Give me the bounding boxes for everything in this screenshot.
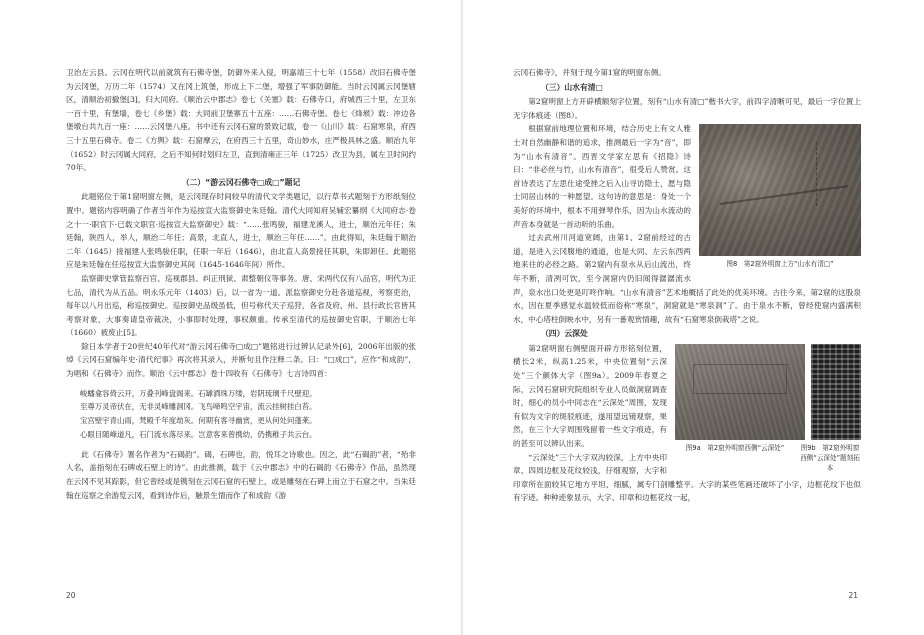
figure-8-wrap [513, 122, 861, 269]
page-number-right: 21 [848, 591, 858, 600]
section-heading-2: （二）“游云冈石佛寺□成□”题记 [181, 177, 301, 187]
figure-9 [675, 344, 861, 473]
left-paragraph-5: 此《石佛寺》署名作者为“石碣韵”。碣，石碑也，韵，悦耳之诗歌也。因之，此“石碣韵”者，“殆非人名，盖指刻在石碑或石壁上的诗”。由此推测，载于《云中郡志》中的石碣韵《石佛寺》作品，虽然现在云冈不见其踪影，但它曾经或是镌刻在云冈石窟的石壁上，或是雕刻在石碑上而立于石窟之中。当朱廷翰在巡察之余游览云冈，看到诗作后，触景生情而作了和成韵《游 [66, 449, 416, 500]
left-paragraph-3: 监察御史掌管监察百官、巡视郡县、纠正刑狱、肃整朝仪等事务。唐、宋两代仅有八品官，明代为正七品，清代为从五品。明永乐元年（1403）后，以一省为一道。派监察御史分赴各道巡视，考察吏治，每年以八月出巡，称巡按御史。巡按御史品级虽低，但号称代天子巡狩，各省及府、州、县行政长官皆其考察对象，大事奏请皇帝裁决，小事即时处理，事权颇重。传承至清代的巡按御史官职，于顺治七年（1660）被废止[5]。 [66, 273, 416, 338]
carved-inscription-decoration [816, 142, 835, 206]
figure-9-captions [675, 440, 861, 473]
right-paragraph-4: 过去武州川河道宽阔，由第1、2窟前经过的古道，是进入云冈腹地的通道，也是大同、左云东西两地来往的必经之路。第2窟内有泉水从后山流出，终年不断，清冽可饮，至今洞窟内仍旧闻得潺潺流水声，泉水出口处更是叮咚作响。“山水有清音”艺术地概括了此处的优美环境。古往今来，第2窟的这股泉水，因在夏季感觉水温较低而俗称“寒泉”，洞窟就是“寒泉洞”了。由于泉水不断，曾经使窟内盛满积水，中心塔柱倒映水中，另有一番观赏情趣，故有“石窟寒泉倒栽塔”之说。 [513, 233, 861, 324]
section-heading-3: （三）山水有清□ [541, 82, 603, 92]
figure-9a-caption: 图9a 第2窟外明窗西侧“云深处” [685, 443, 785, 452]
poem-line: 心眼目随峰道凡，石门流水落尽来。岂意客来曾携幼，仍携稚子共云台。 [80, 430, 317, 440]
left-paragraph-4: 除日本学者于20世纪40年代对“游云冈石佛寺□成□”题铭进行过辨认记录外[6]，2006年出版的张焯《云冈石窟编年史·清代纪事》再次将其录入，并断句且作注释二条。曰：“□成□”，应作“和成韵”，为唱和《石佛寺》而作。顺治《云中郡志》卷十四收有《石佛寺》七言诗四首： [66, 341, 416, 379]
poem-line: 宝宫壁宇青山雨，梵殿千年度劫灰。何期有客寻幽赏，更从何处问蓬莱。 [80, 416, 317, 426]
figure-8-photo [699, 124, 861, 256]
left-text-column [66, 66, 416, 502]
left-page [0, 0, 461, 635]
section-heading-4: （四）云深处 [541, 329, 588, 339]
right-paragraph-2: 第2窟明窗上方开辟横额刻字位置，刻有“山水有清□”楷书大字，前四字清晰可见，最后一字位置上无字体痕迹（图8）。 [513, 97, 861, 120]
right-paragraph-6: “云深处”三个大字双沟较深，上方中央印章、四周边框及花纹较浅，仔细观察，大字和印章所在面较其它地方平坦、细腻，属专门剖雕整平。大字的某些笔画还破坏了小字，边框花纹下也似有字迹。种种迹象显示，大字、印章和边框花纹一起， [513, 452, 861, 503]
poem-line: 至尊万灵帝伏在，无非灵峰雕洞冈。飞鸟啼鸣空宇宙，流云挂树挂白苔。 [80, 402, 317, 412]
figure-8 [699, 124, 861, 269]
right-page [463, 0, 924, 635]
poem-line: 峻蟠龛容倚云开，万叠刊峰盘阁来。石罅洒珠万缕，岩阴琉璃千尺壁迎。 [80, 388, 317, 398]
right-paragraph-5: 第2窟明窗右侧壁面开辟方形铭刻位置，横长2米，纵高1.25米，中央位置刻“云深处”三个颜体大字（图9a）。2009年春夏之际，云冈石窟研究院组织专业人员做洞窟调查时，细心的员小中同志在“云深处”周围，发现有似为文字的斑驳痕迹，遂用望远镜观察，果然，在三个大字周围残留着一些文字痕迹，有的甚至可以辨认出来。 [513, 343, 667, 449]
poem-block [80, 387, 416, 442]
page-number-left: 20 [66, 591, 76, 600]
figure-9a-photo [675, 344, 805, 440]
figure-9b-rubbing [811, 344, 861, 440]
right-paragraph-1: 云冈石佛寺》，并刻于现今第1窟的明窗东侧。 [513, 68, 666, 77]
figure-9-wrap [513, 342, 861, 505]
right-paragraph-3: 根据窟前地理位置和环境，结合历史上有文人雅士对自然幽静和谐的追求，推测最后一字为“音”，即为“山水有清音”。西晋文学家左思有《招隐》诗曰：“非必丝与竹，山水有清音”，很受后人赞赏。这首诗表达了左思仕途受挫之后入山寻访隐士，愿与隐士同居山林的一种愿望。这句诗的意思是：身处一个美好的环境中，根本不用弹琴作乐，因为山水流动的声音本身就是一首动听的乐曲。 [513, 124, 691, 229]
right-text-column [513, 66, 861, 505]
figure-9b-caption: 图9b 第2窟外明窗西侧“云深处”题刻拓本 [800, 443, 860, 472]
figure-8-caption: 图8 第2窟外明窗上方“山水有清□” [726, 260, 834, 269]
left-paragraph-1: 卫治左云县。云冈在明代以前就筑有石佛寺堡，防御外来入侵，明嘉靖三十七年（1558）改旧石佛寺堡为云冈堡，万历二年（1574）又在冈上筑堡，形成上下二堡，增强了军事防御能。当时云冈属云冈堡辖区，清顺治初撤堡[3]，归大同府。《顺治云中郡志》卷七《关塞》载：石佛寺口，府城西三十里，左卫东一百十里，有堡墙，卷七《乡堡》载：大同前卫堡寨五十五座：……石佛寺堡。卷七《烽堠》载：冲边各堡墩台共九百一座：……云冈堡八座。书中还有云冈石窟的景致记载，卷一《山川》载：石窟寒泉，府西三十五里石佛寺。卷二《方舆》载：石窟摩云，在府西三十五里，奇山妙水，庄严极具林之盛。顺治九年（1652）时云冈属大同府，之后不知何时划归左卫，直到清雍正三年（1725）改卫为县，属左卫时间约70年。 [66, 68, 416, 173]
figure-9-images [675, 344, 861, 440]
left-paragraph-2: 此题铭位于第1窟明窗左侧，是云冈现存时间较早的清代文学类题记，以行草书式题刻于方形纸刻位置中。题铭内容明确了作者当年作为巡按宣大监察御史朱廷翰。清代大同知府吴辅宏纂纲《大同府志·卷之十一·职官下·已载文职官·巡按宣大监察御史》载：“……张鸣骏，福建龙溪人，进士，顺治元年任；朱廷翰，陕西人，举人，顺治二年任；高景，北直人，进士，顺治三年任……”。由此得知，朱廷翰于顺治二年（1645）接福建人张鸣骏任职，任职一年后（1646），由北直人高景接任其职，朱即卸任。此题铭应是朱廷翰在任巡按宣大监察御史其间（1645-1646年间）所作。 [66, 192, 416, 270]
